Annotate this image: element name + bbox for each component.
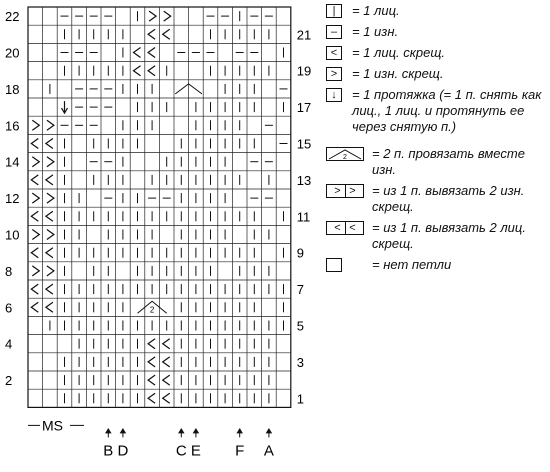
row-number-left: 10 — [5, 227, 20, 243]
legend-purl — [326, 24, 548, 40]
repeat-label-d: D — [117, 442, 129, 460]
right-cross-icon: > — [326, 67, 342, 81]
double-left-cross-icon: < < — [326, 221, 364, 235]
legend-k2tog — [326, 146, 548, 178]
row-number-right: 19 — [296, 63, 312, 79]
repeat-label-a: A — [263, 442, 274, 460]
legend-knit-cross-text: = 1 лиц. скрещ. — [352, 45, 446, 60]
row-number-right: 11 — [296, 209, 311, 225]
repeat-arrow-icon — [178, 428, 184, 433]
left-cross-stitch — [148, 375, 155, 385]
left-cross-stitch — [163, 357, 170, 367]
row-number-right: 21 — [296, 27, 312, 43]
knit-icon: | — [326, 4, 342, 18]
left-cross-stitch — [163, 393, 170, 403]
row-number-left: 6 — [5, 300, 13, 316]
legend-purl-text: = 1 изн. — [352, 24, 399, 39]
left-cross-stitch — [163, 29, 170, 39]
legend-inc-knit — [326, 220, 548, 252]
row-number-right: 9 — [296, 245, 305, 261]
right-cross-stitch — [32, 266, 39, 276]
left-cross-stitch — [148, 66, 155, 76]
left-cross-stitch — [134, 66, 141, 76]
legend-knit — [326, 3, 548, 19]
left-cross-stitch — [148, 357, 155, 367]
left-cross-stitch — [31, 284, 38, 294]
decrease-triangle-icon — [326, 147, 364, 161]
row-number-right: 7 — [296, 282, 305, 298]
repeat-arrow-icon — [120, 428, 126, 433]
row-number-right: 1 — [296, 391, 305, 407]
row-number-left: 12 — [5, 191, 20, 207]
repeat-arrow-icon — [105, 428, 111, 433]
right-cross-stitch — [47, 266, 54, 276]
row-number-left: 2 — [5, 373, 13, 389]
legend-inc-purl-text: = из 1 п. вывязать 2 изн. скрещ. — [372, 183, 525, 214]
left-cross-stitch — [46, 175, 53, 185]
right-cross-stitch — [32, 193, 39, 203]
row-number-left: 22 — [5, 9, 20, 25]
svg-text:2: 2 — [343, 154, 347, 160]
legend-pull — [326, 87, 548, 135]
repeat-label-b: B — [103, 442, 114, 460]
right-cross-stitch — [47, 157, 54, 167]
left-cross-icon: < — [326, 46, 342, 60]
legend-inc-purl — [326, 183, 548, 215]
left-cross-stitch — [46, 284, 53, 294]
legend-no-stitch-text: = нет петли — [372, 257, 452, 272]
row-number-right: 17 — [296, 100, 312, 116]
row-number-right: 5 — [296, 318, 305, 334]
double-left-cross-stitch — [31, 302, 38, 312]
purl-icon: – — [326, 25, 342, 39]
left-cross-stitch — [148, 393, 155, 403]
legend — [326, 3, 548, 278]
row-number-right: 13 — [296, 172, 312, 188]
left-cross-stitch — [46, 139, 53, 149]
row-number-right: 15 — [296, 136, 312, 152]
right-cross-stitch — [32, 230, 39, 240]
left-cross-stitch — [46, 211, 53, 221]
left-cross-stitch — [31, 139, 38, 149]
left-cross-stitch — [148, 48, 155, 58]
left-cross-stitch — [134, 48, 141, 58]
right-cross-stitch — [32, 157, 39, 167]
legend-inc-knit-text: = из 1 п. вывязать 2 лиц. скрещ. — [372, 220, 526, 251]
row-number-left: 16 — [5, 118, 20, 134]
legend-knit-cross — [326, 45, 548, 61]
repeat-arrow-icon — [266, 428, 272, 433]
legend-purl-cross — [326, 66, 548, 82]
row-number-left: 8 — [5, 263, 13, 279]
row-number-left: 4 — [5, 336, 13, 352]
left-cross-stitch — [31, 175, 38, 185]
right-cross-stitch — [47, 193, 54, 203]
left-cross-stitch — [148, 29, 155, 39]
row-number-left: 14 — [5, 154, 20, 170]
row-number-left: 20 — [5, 45, 20, 61]
repeat-arrow-icon — [193, 428, 199, 433]
pull-arrow-icon: ↓ — [326, 88, 342, 102]
double-left-cross-stitch — [46, 302, 53, 312]
right-cross-stitch — [164, 11, 171, 21]
repeat-label-e: E — [190, 442, 201, 460]
double-right-cross-icon: > > — [326, 184, 364, 198]
left-cross-stitch — [163, 375, 170, 385]
right-cross-stitch — [47, 120, 54, 130]
right-cross-stitch — [149, 11, 156, 21]
legend-knit-text: = 1 лиц. — [352, 3, 400, 18]
repeat-label-f: F — [235, 442, 245, 460]
row-number-left: 18 — [5, 81, 20, 97]
legend-no-stitch — [326, 257, 548, 273]
left-cross-stitch — [163, 339, 170, 349]
empty-cell-icon — [326, 258, 342, 272]
right-cross-stitch — [47, 230, 54, 240]
legend-purl-cross-text: = 1 изн. скрещ. — [352, 66, 444, 81]
legend-pull-text: = 1 протяжка (= 1 п. снять как лиц., 1 лиц. и протянуть ее через снятую п.) — [352, 87, 542, 134]
repeat-arrow-icon — [237, 428, 243, 433]
decrease-count: 2 — [149, 305, 155, 315]
row-number-right: 3 — [296, 354, 305, 370]
left-cross-stitch — [148, 339, 155, 349]
left-cross-stitch — [46, 248, 53, 258]
right-cross-stitch — [32, 120, 39, 130]
left-cross-stitch — [31, 211, 38, 221]
legend-k2tog-text: = 2 п. провязать вместе изн. — [372, 146, 525, 177]
left-cross-stitch — [31, 248, 38, 258]
repeat-label-c: C — [175, 442, 187, 460]
ms-label: MS — [42, 417, 63, 434]
